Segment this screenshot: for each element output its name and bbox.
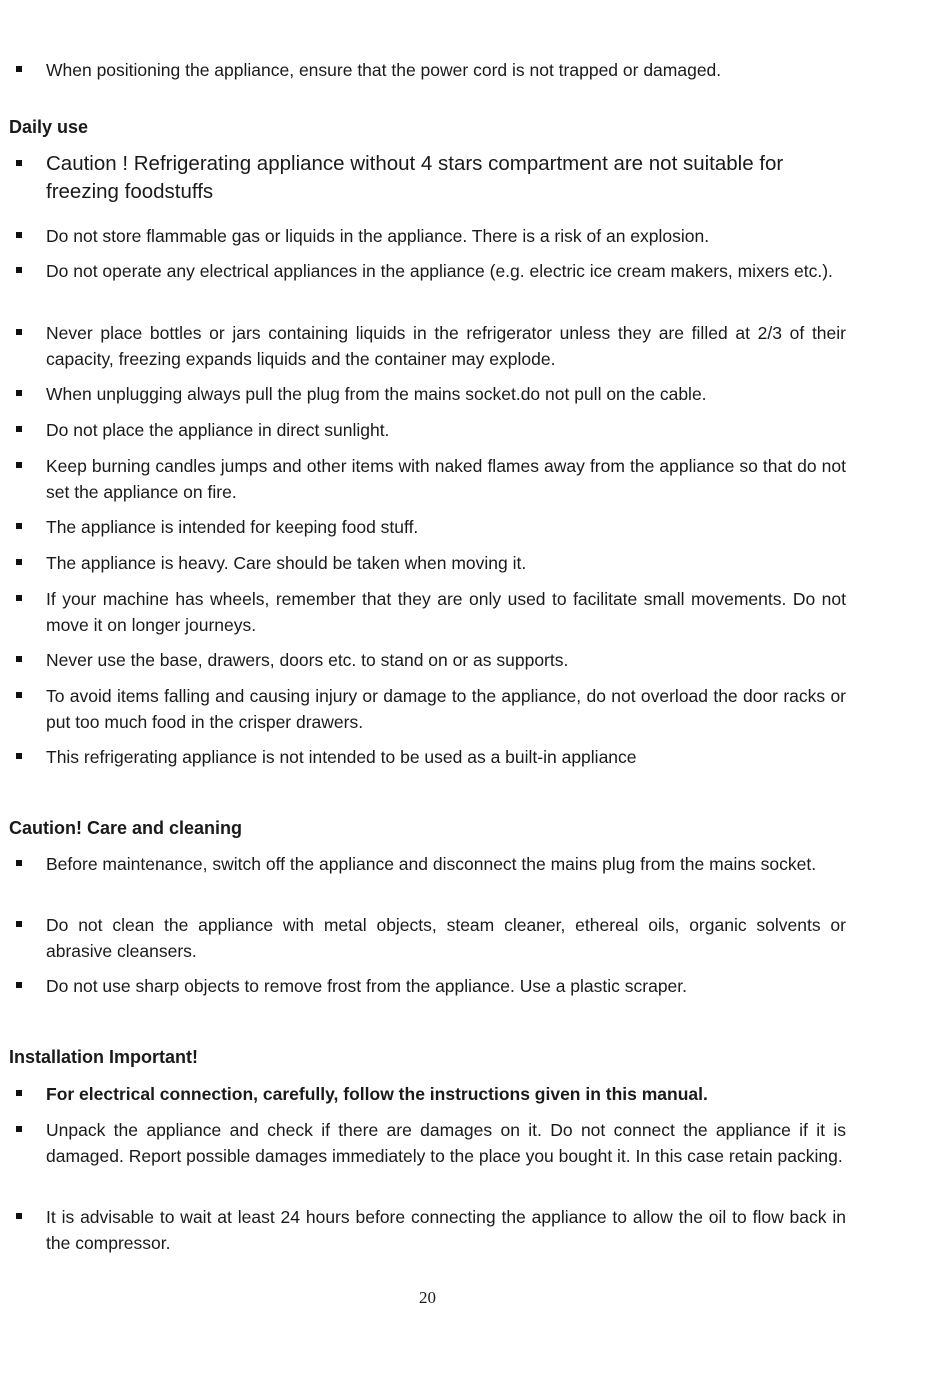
list-item-text: For electrical connection, carefully, follow the instructions given in this manual. [46, 1084, 708, 1104]
bullet-icon [16, 232, 22, 238]
list-item-text: The appliance is heavy. Care should be taken when moving it. [46, 553, 527, 573]
bullet-icon [16, 267, 22, 273]
bullet-icon [16, 595, 22, 601]
list-item-text: When positioning the appliance, ensure that the power cord is not trapped or damaged. [46, 60, 722, 80]
page-number: 20 [419, 1288, 436, 1307]
bullet-icon [16, 1090, 22, 1096]
bullet-icon [16, 692, 22, 698]
list-item-text: Do not operate any electrical appliances in the appliance (e.g. electric ice cream makers, mixers etc.). [46, 261, 833, 281]
list-item-text: The appliance is intended for keeping food stuff. [46, 517, 419, 537]
list-item-text: Never use the base, drawers, doors etc. to stand on or as supports. [46, 650, 569, 670]
list-item-text: Do not store flammable gas or liquids in the appliance. There is a risk of an explosion. [46, 226, 710, 246]
bullet-icon [16, 1213, 22, 1219]
list-item-text: Before maintenance, switch off the appliance and disconnect the mains plug from the mains socket. [46, 854, 817, 874]
section-heading-daily-use: Daily use [9, 117, 89, 137]
list-item-text: Unpack the appliance and check if there are damages on it. Do not connect the appliance if it is damaged. Report possible damages immediately to the place you bought it. In this case retain packing. [46, 1120, 846, 1166]
list-item-text: Do not clean the appliance with metal objects, steam cleaner, ethereal oils, organic solvents or abrasive cleansers. [46, 915, 846, 961]
list-item-text: Keep burning candles jumps and other items with naked flames away from the appliance so that do not set the appliance on fire. [46, 456, 846, 502]
bullet-icon [16, 982, 22, 988]
bullet-icon [16, 860, 22, 866]
bullet-icon [16, 462, 22, 468]
bullet-icon [16, 1126, 22, 1132]
bullet-icon [16, 656, 22, 662]
section-heading-installation: Installation Important! [9, 1047, 198, 1067]
bullet-icon [16, 160, 22, 166]
list-item-text: It is advisable to wait at least 24 hours before connecting the appliance to allow the oil to flow back in the compressor. [46, 1207, 846, 1253]
bullet-icon [16, 523, 22, 529]
list-item-text: Caution ! Refrigerating appliance without 4 stars compartment are not suitable for freezing foodstuffs [46, 152, 784, 203]
bullet-icon [16, 390, 22, 396]
list-item-text: If your machine has wheels, remember that they are only used to facilitate small movements. Do not move it on longer journeys. [46, 589, 846, 635]
list-item-text: Never place bottles or jars containing liquids in the refrigerator unless they are filled at 2/3 of their capacity, freezing expands liquids and the container may explode. [46, 323, 846, 369]
bullet-icon [16, 753, 22, 759]
list-item-text: When unplugging always pull the plug from the mains socket.do not pull on the cable. [46, 384, 707, 404]
list-item-text: Do not use sharp objects to remove frost from the appliance. Use a plastic scraper. [46, 976, 688, 996]
bullet-icon [16, 426, 22, 432]
bullet-icon [16, 66, 22, 72]
section-heading-care-and-cleaning: Caution! Care and cleaning [9, 818, 243, 838]
bullet-icon [16, 329, 22, 335]
bullet-icon [16, 559, 22, 565]
list-item-text: This refrigerating appliance is not intended to be used as a built-in appliance [46, 747, 637, 767]
bullet-icon [16, 921, 22, 927]
list-item-text: To avoid items falling and causing injury or damage to the appliance, do not overload the door racks or put too much food in the crisper drawers. [46, 686, 846, 732]
list-item-text: Do not place the appliance in direct sunlight. [46, 420, 390, 440]
